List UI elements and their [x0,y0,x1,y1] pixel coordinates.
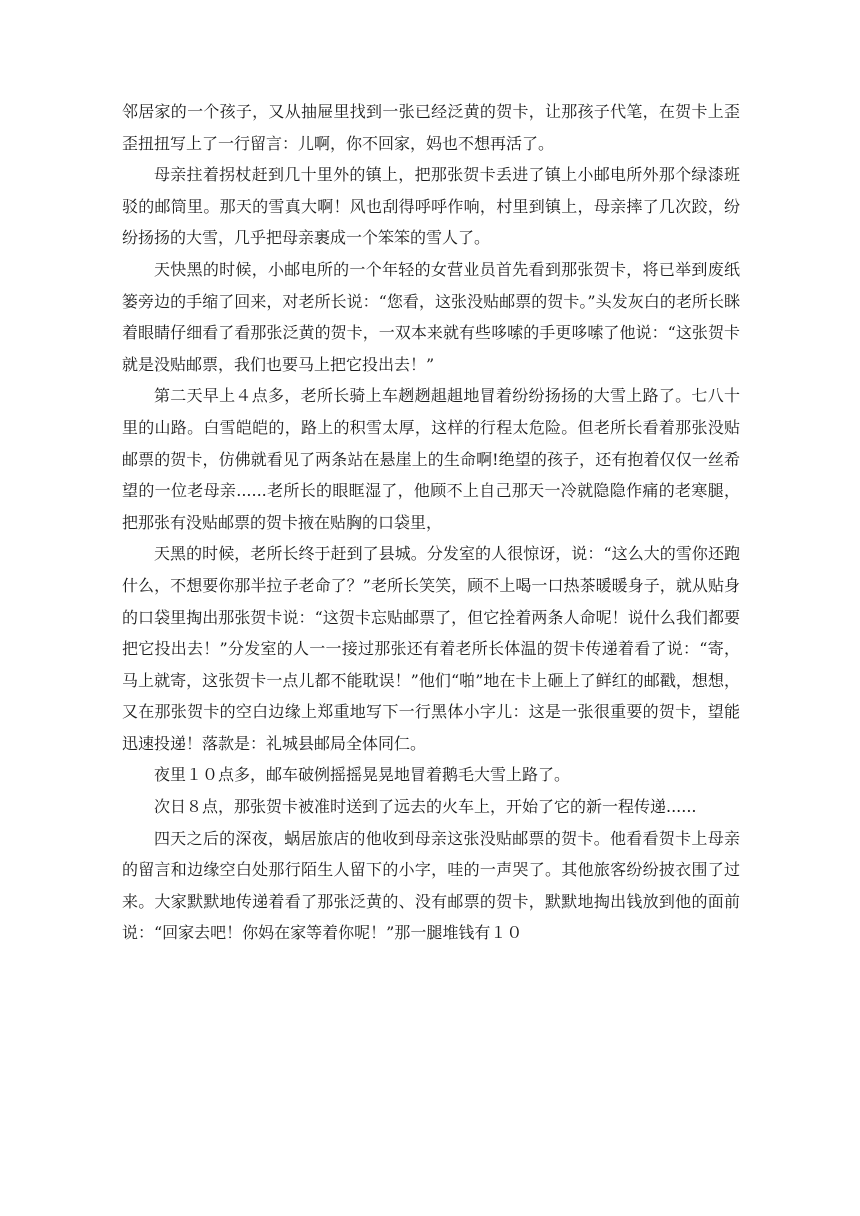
paragraph-4: 第二天早上４点多，老所长骑上车趔趔趄趄地冒着纷纷扬扬的大雪上路了。七八十里的山路。白雪皑皑的，路上的积雪太厚，这样的行程太危险。但老所长看着那张没贴邮票的贺卡，仿佛就看见了两条站在悬崖上的生命啊!绝望的孩子，还有抱着仅仅一丝希望的一位老母亲......老所长的眼眶湿了，他顾不上自己那天一冷就隐隐作痛的老寒腿，把那张有没贴邮票的贺卡掖在贴胸的口袋里， [122,386,740,532]
paragraph-5: 天黑的时候，老所长终于赶到了县城。分发室的人很惊讶，说：“这么大的雪你还跑什么，不想要你那半拉子老命了？”老所长笑笑，顾不上喝一口热茶暖暖身子，就从贴身的口袋里掏出那张贺卡说：“这贺卡忘贴邮票了，但它拴着两条人命呢！说什么我们都要把它投出去！”分发室的人一一接过那张还有着老所长体温的贺卡传递着看了说：“寄，马上就寄，这张贺卡一点儿都不能耽误！”他们“啪”地在卡上砸上了鲜红的邮戳，想想，又在那张贺卡的空白边缘上郑重地写下一行黑体小字儿：这是一张很重要的贺卡，望能迅速投递！落款是：礼城县邮局全体同仁。 [122,544,740,753]
document-page [122,96,740,949]
paragraph-8: 四天之后的深夜，蜗居旅店的他收到母亲这张没贴邮票的贺卡。他看看贺卡上母亲的留言和边缘空白处那行陌生人留下的小字，哇的一声哭了。其他旅客纷纷披衣围了过来。大家默默地传递着看了那张泛黄的、没有邮票的贺卡，默默地掏出钱放到他的面前说：“回家去吧！你妈在家等着你呢！”那一腿堆钱有１０ [122,828,740,943]
paragraph-1: 邻居家的一个孩子，又从抽屉里找到一张已经泛黄的贺卡，让那孩子代笔，在贺卡上歪歪扭扭写上了一行留言：儿啊，你不回家，妈也不想再活了。 [122,102,740,153]
paragraph-6: 夜里１０点多，邮车破例摇摇晃晃地冒着鹅毛大雪上路了。 [154,765,571,785]
paragraph-2: 母亲拄着拐杖赶到几十里外的镇上，把那张贺卡丢进了镇上小邮电所外那个绿漆班驳的邮筒里。那天的雪真大啊！风也刮得呼呼作响，村里到镇上，母亲摔了几次跤，纷纷扬扬的大雪，几乎把母亲裹成一个笨笨的雪人了。 [122,165,740,248]
paragraph-7: 次日８点，那张贺卡被准时送到了远去的火车上，开始了它的新一程传递...... [154,797,697,817]
paragraph-3: 天快黑的时候，小邮电所的一个年轻的女营业员首先看到那张贺卡，将已举到废纸篓旁边的手缩了回来，对老所长说：“您看，这张没贴邮票的贺卡。”头发灰白的老所长眯着眼睛仔细看了看那张泛黄的贺卡，一双本来就有些哆嗦的手更哆嗦了他说：“这张贺卡就是没贴邮票，我们也要马上把它投出去！” [122,259,740,374]
